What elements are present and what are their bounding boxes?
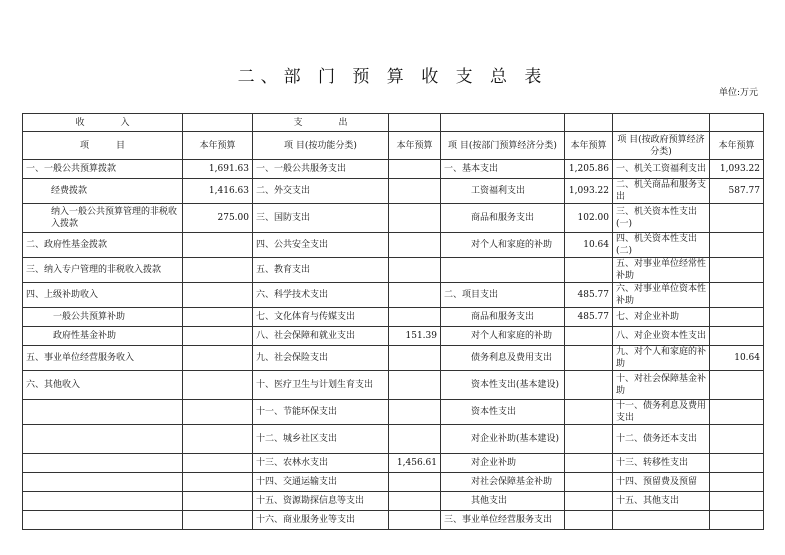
table-row <box>23 179 764 204</box>
table-row <box>23 400 764 425</box>
income-budget <box>183 371 253 400</box>
func-budget <box>389 179 441 204</box>
unit-label: 单位:万元 <box>719 88 759 98</box>
gov-item: 十五、其他支出 <box>613 492 710 511</box>
table-row <box>23 492 764 511</box>
dept-budget: 1,093.22 <box>565 179 613 204</box>
table-row <box>23 160 764 179</box>
income-item: 六、其他收入 <box>23 371 183 400</box>
income-item: 四、上级补助收入 <box>23 283 183 308</box>
gov-item: 二、机关商品和服务支出 <box>613 179 710 204</box>
header-income: 收 入 <box>23 114 183 132</box>
budget-summary-table <box>22 113 764 530</box>
func-item: 一、一般公共服务支出 <box>253 160 389 179</box>
header-budget: 本年预算 <box>565 132 613 160</box>
header-expense: 支 出 <box>253 114 389 132</box>
income-item <box>23 473 183 492</box>
gov-item: 三、机关资本性支出(一) <box>613 204 710 233</box>
header-blank <box>441 114 565 132</box>
gov-budget <box>710 473 764 492</box>
gov-item: 十一、债务利息及费用支出 <box>613 400 710 425</box>
func-item: 二、外交支出 <box>253 179 389 204</box>
gov-budget: 1,093.22 <box>710 160 764 179</box>
dept-item: 三、事业单位经营服务支出 <box>441 511 565 530</box>
dept-item: 其他支出 <box>441 492 565 511</box>
dept-budget <box>565 346 613 371</box>
gov-budget <box>710 258 764 283</box>
func-budget <box>389 204 441 233</box>
income-item: 一般公共预算补助 <box>23 308 183 327</box>
income-budget: 1,416.63 <box>183 179 253 204</box>
income-item <box>23 511 183 530</box>
func-item: 四、公共安全支出 <box>253 233 389 258</box>
gov-budget <box>710 327 764 346</box>
dept-item: 对个人和家庭的补助 <box>441 327 565 346</box>
income-item: 纳入一般公共预算管理的非税收入拨款 <box>23 204 183 233</box>
dept-item: 对企业补助 <box>441 454 565 473</box>
table-row <box>23 308 764 327</box>
table-row <box>23 327 764 346</box>
table-row <box>23 204 764 233</box>
income-item: 一、一般公共预算拨款 <box>23 160 183 179</box>
header-gov-item: 项 目(按政府预算经济分类) <box>613 132 710 160</box>
func-item: 九、社会保险支出 <box>253 346 389 371</box>
header-blank <box>389 114 441 132</box>
gov-item <box>613 511 710 530</box>
income-budget <box>183 473 253 492</box>
dept-budget <box>565 258 613 283</box>
gov-budget <box>710 233 764 258</box>
table-row <box>23 473 764 492</box>
func-item: 十三、农林水支出 <box>253 454 389 473</box>
income-item <box>23 425 183 454</box>
func-budget <box>389 283 441 308</box>
func-budget: 151.39 <box>389 327 441 346</box>
func-budget <box>389 371 441 400</box>
header-blank <box>613 114 710 132</box>
gov-item: 十四、预留费及预留 <box>613 473 710 492</box>
func-budget <box>389 425 441 454</box>
dept-budget <box>565 400 613 425</box>
gov-budget <box>710 511 764 530</box>
gov-budget: 587.77 <box>710 179 764 204</box>
header-row-columns <box>23 132 764 160</box>
income-budget: 1,691.63 <box>183 160 253 179</box>
header-func-item: 项 目(按功能分类) <box>253 132 389 160</box>
func-budget <box>389 233 441 258</box>
income-budget <box>183 233 253 258</box>
func-budget <box>389 160 441 179</box>
income-item: 经费拨款 <box>23 179 183 204</box>
func-item: 三、国防支出 <box>253 204 389 233</box>
dept-budget <box>565 492 613 511</box>
dept-item: 对社会保障基金补助 <box>441 473 565 492</box>
income-budget <box>183 327 253 346</box>
func-item: 十六、商业服务业等支出 <box>253 511 389 530</box>
income-budget <box>183 308 253 327</box>
dept-budget: 1,205.86 <box>565 160 613 179</box>
dept-budget: 485.77 <box>565 283 613 308</box>
income-item <box>23 400 183 425</box>
gov-item: 十二、债务还本支出 <box>613 425 710 454</box>
dept-item: 商品和服务支出 <box>441 308 565 327</box>
func-budget <box>389 492 441 511</box>
dept-budget: 485.77 <box>565 308 613 327</box>
dept-item: 对个人和家庭的补助 <box>441 233 565 258</box>
table-row <box>23 371 764 400</box>
income-budget <box>183 511 253 530</box>
dept-item: 二、项目支出 <box>441 283 565 308</box>
dept-budget: 102.00 <box>565 204 613 233</box>
gov-budget <box>710 371 764 400</box>
income-budget <box>183 425 253 454</box>
table-row <box>23 258 764 283</box>
income-budget <box>183 283 253 308</box>
header-dept-item: 项 目(按部门预算经济分类) <box>441 132 565 160</box>
header-budget: 本年预算 <box>710 132 764 160</box>
gov-budget <box>710 492 764 511</box>
dept-budget <box>565 454 613 473</box>
func-budget <box>389 400 441 425</box>
income-item: 三、纳入专户管理的非税收入拨款 <box>23 258 183 283</box>
func-budget <box>389 346 441 371</box>
income-item <box>23 454 183 473</box>
income-budget <box>183 454 253 473</box>
table-row <box>23 511 764 530</box>
page-title: 二、部 门 预 算 收 支 总 表 <box>237 67 548 87</box>
dept-budget <box>565 511 613 530</box>
dept-item: 债务利息及费用支出 <box>441 346 565 371</box>
dept-budget <box>565 473 613 492</box>
header-blank <box>183 114 253 132</box>
dept-budget <box>565 327 613 346</box>
gov-budget <box>710 283 764 308</box>
income-item: 二、政府性基金拨款 <box>23 233 183 258</box>
header-item: 项 目 <box>23 132 183 160</box>
header-row-top <box>23 114 764 132</box>
income-budget <box>183 492 253 511</box>
func-budget: 1,456.61 <box>389 454 441 473</box>
dept-item <box>441 258 565 283</box>
func-item: 十四、交通运输支出 <box>253 473 389 492</box>
dept-item: 商品和服务支出 <box>441 204 565 233</box>
dept-item: 资本性支出 <box>441 400 565 425</box>
dept-item: 资本性支出(基本建设) <box>441 371 565 400</box>
func-item: 七、文化体育与传媒支出 <box>253 308 389 327</box>
gov-budget <box>710 425 764 454</box>
gov-budget <box>710 204 764 233</box>
func-item: 十二、城乡社区支出 <box>253 425 389 454</box>
func-budget <box>389 308 441 327</box>
dept-budget <box>565 371 613 400</box>
income-item <box>23 492 183 511</box>
table-row <box>23 346 764 371</box>
income-item: 五、事业单位经营服务收入 <box>23 346 183 371</box>
func-item: 八、社会保障和就业支出 <box>253 327 389 346</box>
header-budget: 本年预算 <box>183 132 253 160</box>
func-item: 十一、节能环保支出 <box>253 400 389 425</box>
gov-budget: 10.64 <box>710 346 764 371</box>
table-row <box>23 233 764 258</box>
gov-budget <box>710 454 764 473</box>
func-budget <box>389 511 441 530</box>
func-item: 五、教育支出 <box>253 258 389 283</box>
dept-item: 一、基本支出 <box>441 160 565 179</box>
gov-item: 八、对企业资本性支出 <box>613 327 710 346</box>
income-item: 政府性基金补助 <box>23 327 183 346</box>
dept-item: 对企业补助(基本建设) <box>441 425 565 454</box>
header-blank <box>565 114 613 132</box>
dept-budget: 10.64 <box>565 233 613 258</box>
func-item: 十五、资源勘探信息等支出 <box>253 492 389 511</box>
header-blank <box>710 114 764 132</box>
func-item: 六、科学技术支出 <box>253 283 389 308</box>
func-budget <box>389 258 441 283</box>
gov-item: 五、对事业单位经常性补助 <box>613 258 710 283</box>
income-budget <box>183 258 253 283</box>
func-item: 十、医疗卫生与计划生育支出 <box>253 371 389 400</box>
dept-item: 工资福利支出 <box>441 179 565 204</box>
table-row <box>23 454 764 473</box>
income-budget <box>183 346 253 371</box>
income-budget <box>183 400 253 425</box>
gov-item: 十、对社会保障基金补助 <box>613 371 710 400</box>
income-budget: 275.00 <box>183 204 253 233</box>
gov-item: 一、机关工资福利支出 <box>613 160 710 179</box>
gov-item: 九、对个人和家庭的补助 <box>613 346 710 371</box>
gov-budget <box>710 400 764 425</box>
gov-item: 六、对事业单位资本性补助 <box>613 283 710 308</box>
gov-item: 十三、转移性支出 <box>613 454 710 473</box>
gov-item: 七、对企业补助 <box>613 308 710 327</box>
func-budget <box>389 473 441 492</box>
gov-item: 四、机关资本性支出(二) <box>613 233 710 258</box>
header-budget: 本年预算 <box>389 132 441 160</box>
table-row <box>23 283 764 308</box>
table-row <box>23 425 764 454</box>
dept-budget <box>565 425 613 454</box>
gov-budget <box>710 308 764 327</box>
